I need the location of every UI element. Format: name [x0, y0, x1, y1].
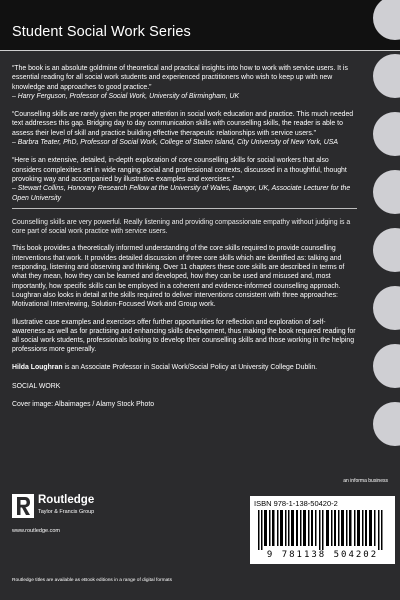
decorative-circle	[373, 228, 400, 272]
subject-category: SOCIAL WORK	[12, 383, 61, 391]
routledge-logo	[12, 494, 162, 524]
ebook-note: Routledge titles are available as eBook editions in a range of digital formats	[12, 578, 172, 583]
quote-attribution: – Harry Ferguson, Professor of Social Work, University of Birmingham, UK	[12, 92, 240, 100]
cover-image-credit: Cover image: Albaimages / Alamy Stock Photo	[12, 401, 155, 409]
endorsement-quote	[12, 64, 357, 101]
decorative-circle	[373, 112, 400, 156]
barcode-icon	[258, 510, 387, 550]
author-bio-text: is an Associate Professor in Social Work/Social Policy at University College Dublin.	[62, 363, 318, 371]
author-bio	[12, 363, 357, 372]
publisher-name: Routledge	[38, 494, 95, 506]
decorative-circle	[373, 344, 400, 388]
informa-tagline: an informa business	[343, 478, 388, 484]
decorative-circle	[373, 286, 400, 330]
quote-text: “Here is an extensive, detailed, in-depth exploration of core counselling skills for social workers that also considers complexities set in wide ranging social and professional contexts, discussed in a thoughtful, thought provoking way and accompanied by illustrative examples and exercises.”	[12, 157, 347, 183]
decorative-circle	[373, 402, 400, 446]
isbn-barcode	[250, 496, 395, 564]
quote-attribution: – Stewart Collins, Honorary Research Fellow at the University of Wales, Bangor, UK, Associate Lecturer for the Open University	[12, 185, 351, 202]
barcode-digits: 9 781138 504202	[266, 550, 379, 560]
back-cover-text	[12, 64, 357, 410]
series-header-bar	[0, 0, 400, 51]
publisher-website: www.routledge.com	[12, 528, 60, 534]
endorsement-quote	[12, 156, 357, 202]
isbn-number: ISBN 978-1-138-50420-2	[254, 499, 338, 508]
decorative-circle	[373, 170, 400, 214]
quote-text: “The book is an absolute goldmine of theoretical and practical insights into how to work with service users. It is essential reading for all social work students and experienced practitioners who wish to keep up with new knowledge and approaches to good practice.”	[12, 65, 348, 91]
divider	[12, 208, 357, 209]
endorsement-quote	[12, 110, 357, 147]
intro-paragraph: Counselling skills are very powerful. Really listening and providing compassionate empathy without judging is a core part of social work practice with service users.	[12, 218, 351, 236]
series-title: Student Social Work Series	[12, 24, 191, 40]
description-paragraph: Illustrative case examples and exercises offer further opportunities for reflection and exploration of self-awareness as well as for practising and enhancing skills development, thus making the book required reading for all social work students, professionals looking to develop their counselling skills and those working in the helping professions more generally.	[12, 318, 356, 354]
description-paragraph: This book provides a theoretically informed understanding of the core skills required to provide counselling interventions that work. It provides detailed discussion of three core skills which are identified as: talking and responding, listening and observing and thinking. Over 11 chapters these core skills are described in terms of what they mean, how they can be learned and developed, how they can be used and misused and, most importantly, how specific skills can be employed in a coherent and evidence-informed counselling approach. Loughran also looks in detail at the skills required to deliver interventions consistent with three approaches: Motivational Interviewing, Solution-Focused Work and Group work.	[12, 245, 345, 309]
routledge-r-icon	[12, 494, 34, 518]
publisher-group: Taylor & Francis Group	[38, 509, 95, 515]
author-name: Hilda Loughran	[12, 363, 63, 371]
quote-attribution: – Barbra Teater, PhD, Professor of Social Work, College of Staten Island, City University of New York, USA	[12, 139, 338, 147]
decorative-circle	[373, 54, 400, 98]
quote-text: “Counselling skills are rarely given the proper attention in social work education and practice. This much needed text addresses this gap. Bridging day to day communication skills with counselling skills, the reader is able to assess their level of skill and practice building effective therapeutic relationships with service users.”	[12, 111, 354, 137]
